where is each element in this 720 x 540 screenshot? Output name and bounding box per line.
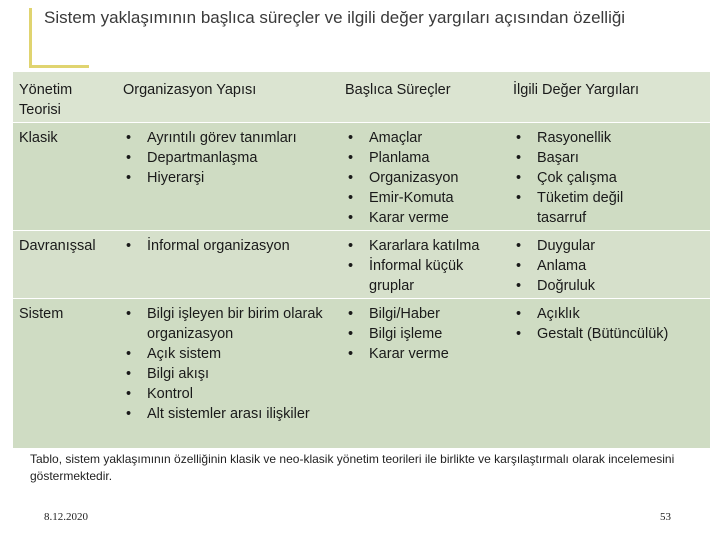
list-item: [123, 236, 338, 256]
table-row: [13, 298, 710, 448]
bullet-icon: •: [126, 366, 132, 382]
list-item-text: Organizasyon: [369, 170, 459, 186]
list-item-text: Açık sistem: [147, 346, 222, 362]
list-item-text: Bilgi/Haber: [369, 306, 440, 322]
slide-title: Sistem yaklaşımının başlıca süreçler ve ilgili değer yargıları açısından özelliği: [44, 8, 626, 27]
bullet-icon: •: [348, 190, 354, 206]
list-item-text: Açıklık: [537, 306, 580, 322]
list-item-text: İnformal organizasyon: [147, 238, 290, 254]
list-item-text: Planlama: [369, 150, 430, 166]
list-item: [513, 276, 708, 296]
list-item-text: Amaçlar: [369, 130, 423, 146]
list-item: [123, 344, 323, 364]
list-item: [513, 324, 713, 344]
list-item-text: Başarı: [537, 150, 579, 166]
bullet-icon: •: [126, 238, 132, 254]
bullet-icon: •: [348, 210, 354, 226]
list-item-text: Çok çalışma: [537, 170, 617, 186]
page-number: 53: [660, 511, 671, 523]
list-item: [345, 168, 510, 188]
list-item: [513, 304, 713, 324]
row-theory: Sistem: [19, 306, 64, 322]
values-list: [513, 128, 663, 228]
list-item: [123, 148, 338, 168]
list-item-text: Bilgi işleme: [369, 326, 443, 342]
values-list: [513, 236, 708, 296]
list-item-text: Departmanlaşma: [147, 150, 258, 166]
list-item: [123, 364, 323, 384]
bullet-icon: •: [516, 326, 522, 342]
bullet-icon: •: [348, 150, 354, 166]
list-item-text: Doğruluk: [537, 278, 596, 294]
list-item: [123, 168, 338, 188]
list-item: [123, 404, 323, 424]
slide-date: 8.12.2020: [44, 511, 88, 523]
list-item: [345, 208, 510, 228]
list-item: [123, 128, 338, 148]
row-theory: Davranışsal: [19, 238, 96, 254]
list-item-text: Karar verme: [369, 346, 449, 362]
list-item-text: Emir-Komuta: [369, 190, 454, 206]
processes-list: [345, 128, 510, 228]
bullet-icon: •: [348, 346, 354, 362]
structure-list: [123, 128, 338, 188]
list-item: [513, 148, 663, 168]
table-header-row: [13, 72, 710, 122]
list-item-text: Karar verme: [369, 210, 449, 226]
bullet-icon: •: [516, 306, 522, 322]
list-item-text: Rasyonellik: [537, 130, 612, 146]
bullet-icon: •: [516, 190, 522, 206]
list-item: [513, 128, 663, 148]
list-item: [513, 256, 708, 276]
list-item-text: Hiyerarşi: [147, 170, 205, 186]
list-item: [345, 148, 510, 168]
bullet-icon: •: [516, 130, 522, 146]
structure-list: [123, 236, 338, 256]
row-theory: Klasik: [19, 130, 58, 146]
values-list: [513, 304, 713, 344]
list-item-text: Bilgi akışı: [147, 366, 210, 382]
list-item: [513, 168, 663, 188]
bullet-icon: •: [348, 130, 354, 146]
bullet-icon: •: [126, 150, 132, 166]
bullet-icon: •: [348, 238, 354, 254]
list-item: [345, 324, 510, 344]
row-separator: [13, 230, 710, 231]
list-item-text: Anlama: [537, 258, 587, 274]
row-separator: [13, 298, 710, 299]
list-item: [345, 256, 510, 296]
bullet-icon: •: [348, 306, 354, 322]
list-item-text: Bilgi işleyen bir birim olarak organizasyon: [147, 306, 323, 342]
table-caption: Tablo, sistem yaklaşımının özelliğinin klasik ve neo-klasik yönetim teorileri ile birlikte ve karşılaştırmalı olarak incelemesini göstermektedir.: [30, 452, 675, 483]
bullet-icon: •: [516, 150, 522, 166]
list-item-text: Kontrol: [147, 386, 193, 402]
bullet-icon: •: [516, 278, 522, 294]
list-item: [345, 188, 510, 208]
structure-list: [123, 304, 323, 424]
header-theory: Yönetim Teorisi: [19, 82, 73, 118]
header-processes: Başlıca Süreçler: [345, 82, 451, 98]
bullet-icon: •: [126, 170, 132, 186]
bullet-icon: •: [348, 170, 354, 186]
header-structure: Organizasyon Yapısı: [123, 82, 257, 98]
bullet-icon: •: [516, 258, 522, 274]
list-item: [345, 304, 510, 324]
bullet-icon: •: [126, 130, 132, 146]
table-row: [13, 230, 710, 298]
bullet-icon: •: [516, 238, 522, 254]
bullet-icon: •: [348, 258, 354, 274]
processes-list: [345, 304, 510, 364]
bullet-icon: •: [348, 326, 354, 342]
list-item-text: Tüketim değil tasarruf: [537, 190, 624, 226]
bullet-icon: •: [126, 346, 132, 362]
list-item-text: Alt sistemler arası ilişkiler: [147, 406, 310, 422]
list-item: [345, 128, 510, 148]
list-item-text: İnformal küçük gruplar: [369, 258, 464, 294]
list-item-text: Duygular: [537, 238, 596, 254]
header-values: İlgili Değer Yargıları: [513, 82, 639, 98]
row-separator: [13, 122, 710, 123]
title-accent-vertical: [29, 8, 32, 68]
list-item: [345, 236, 510, 256]
list-item-text: Gestalt (Bütüncülük): [537, 326, 669, 342]
table-row: [13, 122, 710, 230]
list-item: [513, 236, 708, 256]
list-item: [123, 304, 323, 344]
bullet-icon: •: [126, 406, 132, 422]
bullet-icon: •: [126, 386, 132, 402]
title-accent-horizontal: [29, 65, 89, 68]
list-item-text: Ayrıntılı görev tanımları: [147, 130, 297, 146]
processes-list: [345, 236, 510, 296]
bullet-icon: •: [126, 306, 132, 322]
bullet-icon: •: [516, 170, 522, 186]
list-item: [513, 188, 663, 228]
list-item: [345, 344, 510, 364]
list-item-text: Kararlara katılma: [369, 238, 480, 254]
list-item: [123, 384, 323, 404]
